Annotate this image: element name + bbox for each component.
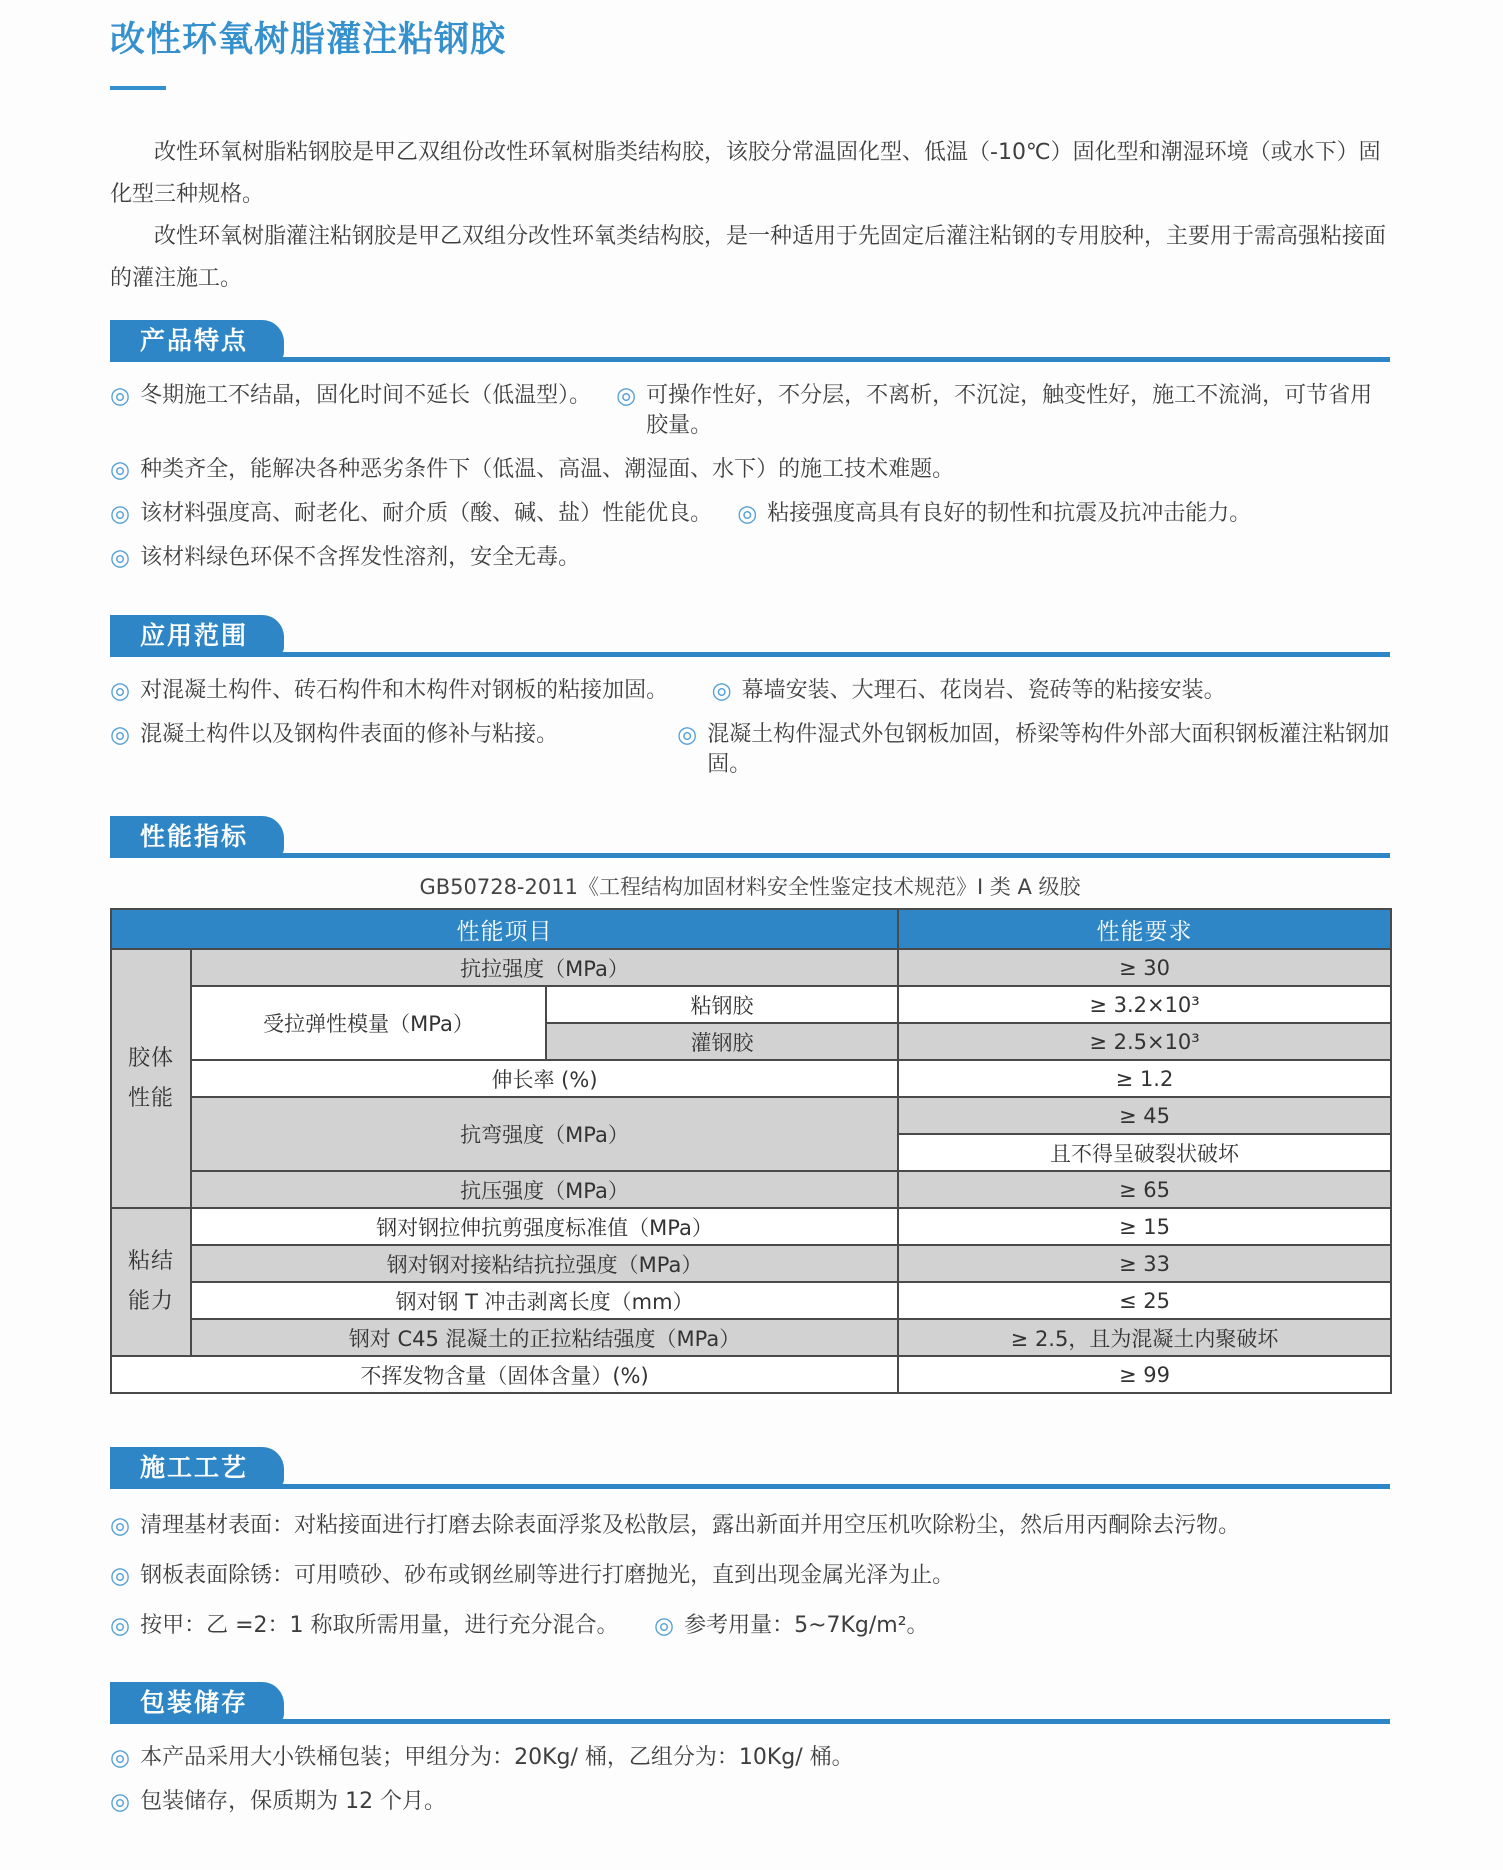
feature-item (110, 543, 580, 573)
row-label: 受拉弹性模量（MPa） (191, 986, 546, 1060)
row-label: 不挥发物含量（固体含量）(%) (111, 1356, 898, 1393)
section-line (110, 652, 1390, 657)
construction-item (110, 1611, 654, 1641)
bullet-icon: ◎ (616, 383, 637, 409)
intro (110, 132, 1390, 300)
section-badge-performance: 性能指标 (110, 816, 284, 858)
applications-list (110, 669, 1390, 787)
bullet-icon: ◎ (677, 722, 698, 748)
list-row (110, 713, 1390, 787)
row-value: ≥ 1.2 (898, 1060, 1391, 1097)
table-header-row (111, 909, 1391, 949)
packaging-list (110, 1736, 1390, 1824)
list-row (110, 1736, 1390, 1780)
section-line (110, 1719, 1390, 1724)
feature-item (110, 381, 616, 441)
application-text: 混凝土构件湿式外包钢板加固，桥梁等构件外部大面积钢板灌注粘钢加固。 (707, 722, 1390, 777)
section-line (110, 1484, 1390, 1489)
list-row (110, 1601, 1390, 1651)
construction-text: 钢板表面除锈：可用喷砂、砂布或钢丝刷等进行打磨抛光，直到出现金属光泽为止。 (140, 1563, 955, 1588)
packaging-item (110, 1787, 446, 1817)
packaging-item (110, 1743, 854, 1773)
section-line (110, 853, 1390, 858)
bullet-icon: ◎ (110, 545, 131, 571)
application-text: 对混凝土构件、砖石构件和木构件对钢板的粘接加固。 (140, 678, 669, 703)
row-label: 抗拉强度（MPa） (191, 949, 898, 986)
performance-table (110, 908, 1392, 1394)
list-row (110, 1551, 1390, 1601)
section-line (110, 357, 1390, 362)
bullet-icon: ◎ (110, 1613, 131, 1639)
application-item (110, 676, 712, 706)
bullet-icon: ◎ (110, 1563, 131, 1589)
table-row (111, 1097, 1391, 1134)
application-item (677, 720, 1390, 780)
packaging-text: 包装储存，保质期为 12 个月。 (140, 1789, 447, 1814)
feature-item (110, 499, 737, 529)
bullet-icon: ◎ (110, 1513, 131, 1539)
table-row (111, 1208, 1391, 1245)
table-header-requirement: 性能要求 (898, 909, 1391, 949)
group-cell-gel: 胶体性能 (111, 949, 191, 1208)
list-row (110, 448, 1390, 492)
application-item (712, 676, 1226, 706)
row-label: 抗弯强度（MPa） (191, 1097, 898, 1171)
row-sublabel: 粘钢胶 (546, 986, 898, 1023)
feature-item (110, 455, 954, 485)
list-row (110, 1501, 1390, 1551)
intro-paragraph: 改性环氧树脂灌注粘钢胶是甲乙双组分改性环氧类结构胶，是一种适用于先固定后灌注粘钢的专用胶种，主要用于需高强粘接面的灌注施工。 (110, 224, 1387, 291)
row-value: ≥ 99 (898, 1356, 1391, 1393)
table-row (111, 1245, 1391, 1282)
row-label: 伸长率 (%) (191, 1060, 898, 1097)
title-underline (110, 86, 166, 90)
table-row (111, 1282, 1391, 1319)
section-badge-applications: 应用范围 (110, 615, 284, 657)
table-row (111, 949, 1391, 986)
bullet-icon: ◎ (711, 678, 732, 704)
row-label: 钢对钢对接粘结抗拉强度（MPa） (191, 1245, 898, 1282)
list-row (110, 492, 1390, 536)
list-row (110, 1780, 1390, 1824)
construction-text: 参考用量：5~7Kg/m²。 (684, 1613, 929, 1638)
feature-text: 粘接强度高具有良好的韧性和抗震及抗冲击能力。 (767, 501, 1252, 526)
row-value: ≥ 45 (898, 1097, 1391, 1134)
construction-item (654, 1611, 929, 1641)
table-row (111, 1319, 1391, 1356)
row-value: ≥ 2.5×10³ (898, 1023, 1391, 1060)
construction-item (110, 1511, 1240, 1541)
row-value: ≥ 65 (898, 1171, 1391, 1208)
section-header-packaging (110, 1677, 1390, 1724)
feature-item (616, 381, 1390, 441)
feature-item (737, 499, 1251, 529)
bullet-icon: ◎ (110, 1789, 131, 1815)
bullet-icon: ◎ (110, 457, 131, 483)
row-value: ≥ 3.2×10³ (898, 986, 1391, 1023)
construction-item (110, 1561, 954, 1591)
construction-list (110, 1501, 1390, 1651)
table-row (111, 1060, 1391, 1097)
construction-text: 清理基材表面：对粘接面进行打磨去除表面浮浆及松散层，露出新面并用空压机吹除粉尘，然后用丙酮除去污物。 (140, 1513, 1241, 1538)
application-item (110, 720, 677, 780)
application-text: 幕墙安装、大理石、花岗岩、瓷砖等的粘接安装。 (741, 678, 1226, 703)
bullet-icon: ◎ (737, 501, 758, 527)
application-text: 混凝土构件以及钢构件表面的修补与粘接。 (140, 722, 559, 747)
section-header-construction (110, 1442, 1390, 1489)
feature-text: 该材料强度高、耐老化、耐介质（酸、碱、盐）性能优良。 (140, 501, 713, 526)
row-label: 钢对 C45 混凝土的正拉粘结强度（MPa） (191, 1319, 898, 1356)
bullet-icon: ◎ (110, 1745, 131, 1771)
feature-text: 该材料绿色环保不含挥发性溶剂，安全无毒。 (140, 545, 581, 570)
bullet-icon: ◎ (110, 722, 131, 748)
list-row (110, 669, 1390, 713)
list-row (110, 374, 1390, 448)
row-value: ≥ 30 (898, 949, 1391, 986)
bullet-icon: ◎ (110, 678, 131, 704)
list-row (110, 536, 1390, 580)
row-label: 抗压强度（MPa） (191, 1171, 898, 1208)
section-badge-features: 产品特点 (110, 320, 284, 362)
bullet-icon: ◎ (654, 1613, 675, 1639)
row-value: ≥ 15 (898, 1208, 1391, 1245)
packaging-text: 本产品采用大小铁桶包装；甲组分为：20Kg/ 桶，乙组分为：10Kg/ 桶。 (140, 1745, 854, 1770)
group-cell-bond: 粘结能力 (111, 1208, 191, 1356)
row-value: ≤ 25 (898, 1282, 1391, 1319)
row-value: ≥ 33 (898, 1245, 1391, 1282)
construction-text: 按甲：乙 =2：1 称取所需用量，进行充分混合。 (140, 1613, 619, 1638)
feature-text: 可操作性好，不分层，不离析，不沉淀，触变性好，施工不流淌，可节省用胶量。 (646, 383, 1373, 438)
intro-paragraph: 改性环氧树脂粘钢胶是甲乙双组份改性环氧树脂类结构胶，该胶分常温固化型、低温（-10℃）固化型和潮湿环境（或水下）固化型三种规格。 (110, 140, 1381, 207)
section-badge-construction: 施工工艺 (110, 1447, 284, 1489)
row-sublabel: 灌钢胶 (546, 1023, 898, 1060)
feature-text: 冬期施工不结晶，固化时间不延长（低温型）。 (140, 383, 592, 408)
section-header-performance (110, 811, 1390, 858)
row-label: 钢对钢 T 冲击剥离长度（mm） (191, 1282, 898, 1319)
table-caption: GB50728-2011《工程结构加固材料安全性鉴定技术规范》I 类 A 级胶 (419, 875, 1081, 899)
table-row (111, 986, 1391, 1023)
table-row (111, 1356, 1391, 1393)
row-label: 钢对钢拉伸抗剪强度标准值（MPa） (191, 1208, 898, 1245)
table-row (111, 1171, 1391, 1208)
section-header-applications (110, 610, 1390, 657)
table-header-item: 性能项目 (111, 909, 898, 949)
page-title: 改性环氧树脂灌注粘钢胶 (110, 20, 507, 60)
row-value: 且不得呈破裂状破坏 (898, 1134, 1391, 1171)
section-header-features (110, 315, 1390, 362)
section-badge-packaging: 包装储存 (110, 1682, 284, 1724)
feature-text: 种类齐全，能解决各种恶劣条件下（低温、高温、潮湿面、水下）的施工技术难题。 (140, 457, 955, 482)
bullet-icon: ◎ (110, 501, 131, 527)
bullet-icon: ◎ (110, 383, 131, 409)
row-value: ≥ 2.5，且为混凝土内聚破坏 (898, 1319, 1391, 1356)
bottom-padding (110, 1824, 1390, 1870)
features-list (110, 374, 1390, 580)
